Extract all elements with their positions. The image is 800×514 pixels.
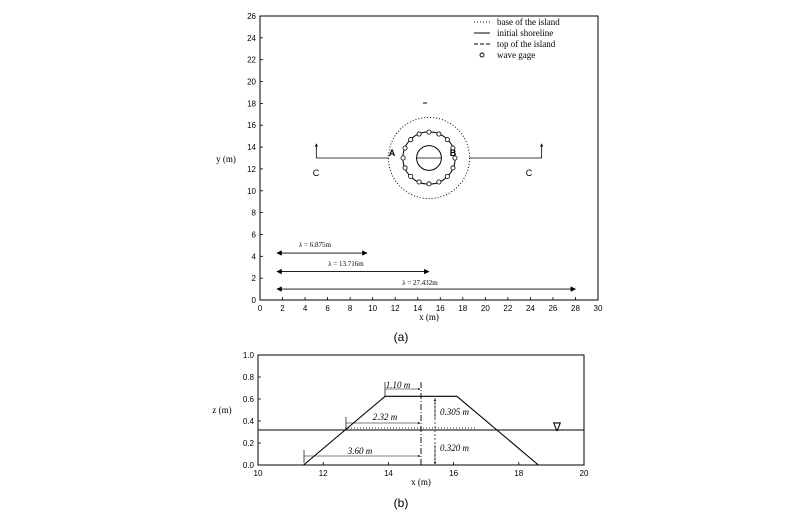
wave-gage [409,138,413,142]
caption-a: (a) [393,330,409,344]
x-tick-label: 16 [449,469,459,478]
panel-a-y-label: y (m) [216,154,236,164]
wave-gage [417,180,421,184]
x-tick-label: 10 [368,304,378,313]
wave-gage [437,132,441,136]
wave-gage [409,174,413,178]
x-tick-label: 16 [435,304,445,313]
y-tick-label: 0.2 [242,439,254,448]
x-tick-label: 12 [318,469,328,478]
x-tick-label: 22 [503,304,513,313]
caption-b: (b) [393,496,409,510]
wave-gage [427,130,431,134]
wave-gage [403,166,407,170]
panel-a-legend [474,17,560,60]
wavelength-label-3: λ = 27.432m [402,279,438,287]
water-level-symbol: ∇ [552,420,562,434]
legend-label-top: top of the island [497,39,556,49]
panel-a-y-ticks [247,12,263,305]
y-tick-label: 24 [247,33,256,43]
dim-base-label: 3.60 m [347,446,373,456]
dim-top-width-label: 1.10 m [385,380,411,390]
y-tick-label: 2 [251,274,256,284]
wave-gage [417,132,421,136]
dim-top-height-label: 0.305 m [440,407,469,417]
x-tick-label: 6 [325,304,330,313]
x-tick-label: 4 [302,304,308,313]
x-tick-label: 12 [390,304,400,313]
x-tick-label: 24 [525,304,535,313]
y-tick-label: 0 [251,296,256,305]
panel-b [212,351,589,487]
x-tick-label: 10 [253,469,263,478]
legend-label-gage: wave gage [497,50,536,60]
legend-label-base: base of the island [497,17,560,27]
legend-gage-marker [480,53,484,57]
point-label-c-left: C [312,168,320,178]
panel-a-x-ticks [258,297,603,313]
x-tick-label: 20 [579,469,589,478]
y-tick-label: 8 [251,208,256,218]
dim-water-depth-label: 0.320 m [440,443,469,453]
y-tick-label: 26 [247,12,256,21]
x-tick-label: 30 [593,304,603,313]
y-tick-label: 0.8 [242,373,254,382]
x-tick-label: 28 [571,304,580,313]
x-tick-label: 0 [257,304,263,313]
x-tick-label: 26 [548,304,558,313]
x-tick-label: 14 [413,304,423,313]
y-tick-label: 0.6 [242,395,254,404]
wave-gage [451,166,455,170]
wave-gage [427,182,431,186]
y-tick-label: 0.0 [242,461,254,470]
y-tick-label: 10 [247,186,256,196]
panel-a-x-label: x (m) [419,312,439,322]
x-tick-label: 18 [458,304,468,313]
y-tick-label: 16 [247,121,256,131]
x-tick-label: 14 [383,469,393,478]
point-label-b: B [449,148,457,158]
wave-gage [403,146,407,150]
wave-gage [445,174,449,178]
y-tick-label: 22 [247,55,256,65]
panel-b-x-label: x (m) [411,477,431,487]
wave-gage [437,180,441,184]
y-tick-label: 4 [251,252,256,262]
wave-gage [401,156,405,160]
y-tick-label: 6 [251,230,256,240]
x-tick-label: 18 [514,469,524,478]
panel-a [216,12,603,322]
y-tick-label: 12 [247,164,256,174]
y-tick-label: 0.4 [242,417,254,426]
y-tick-label: 14 [247,143,256,153]
panel-b-y-label: z (m) [212,405,232,415]
y-tick-label: 20 [247,77,256,87]
wavelength-label-1: λ = 6.875m [298,241,332,249]
x-tick-label: 20 [480,304,490,313]
wavelength-label-2: λ = 13.716m [328,260,364,268]
point-label-c-right: C [525,168,533,178]
wave-gage [445,138,449,142]
x-tick-label: 2 [280,304,285,313]
dim-shoreline-label: 2.32 m [372,412,398,422]
point-label-a: A [388,148,396,158]
x-tick-label: 8 [347,304,353,313]
y-tick-label: 1.0 [242,351,254,360]
legend-label-shoreline: initial shoreline [497,28,554,38]
y-tick-label: 18 [247,99,256,109]
